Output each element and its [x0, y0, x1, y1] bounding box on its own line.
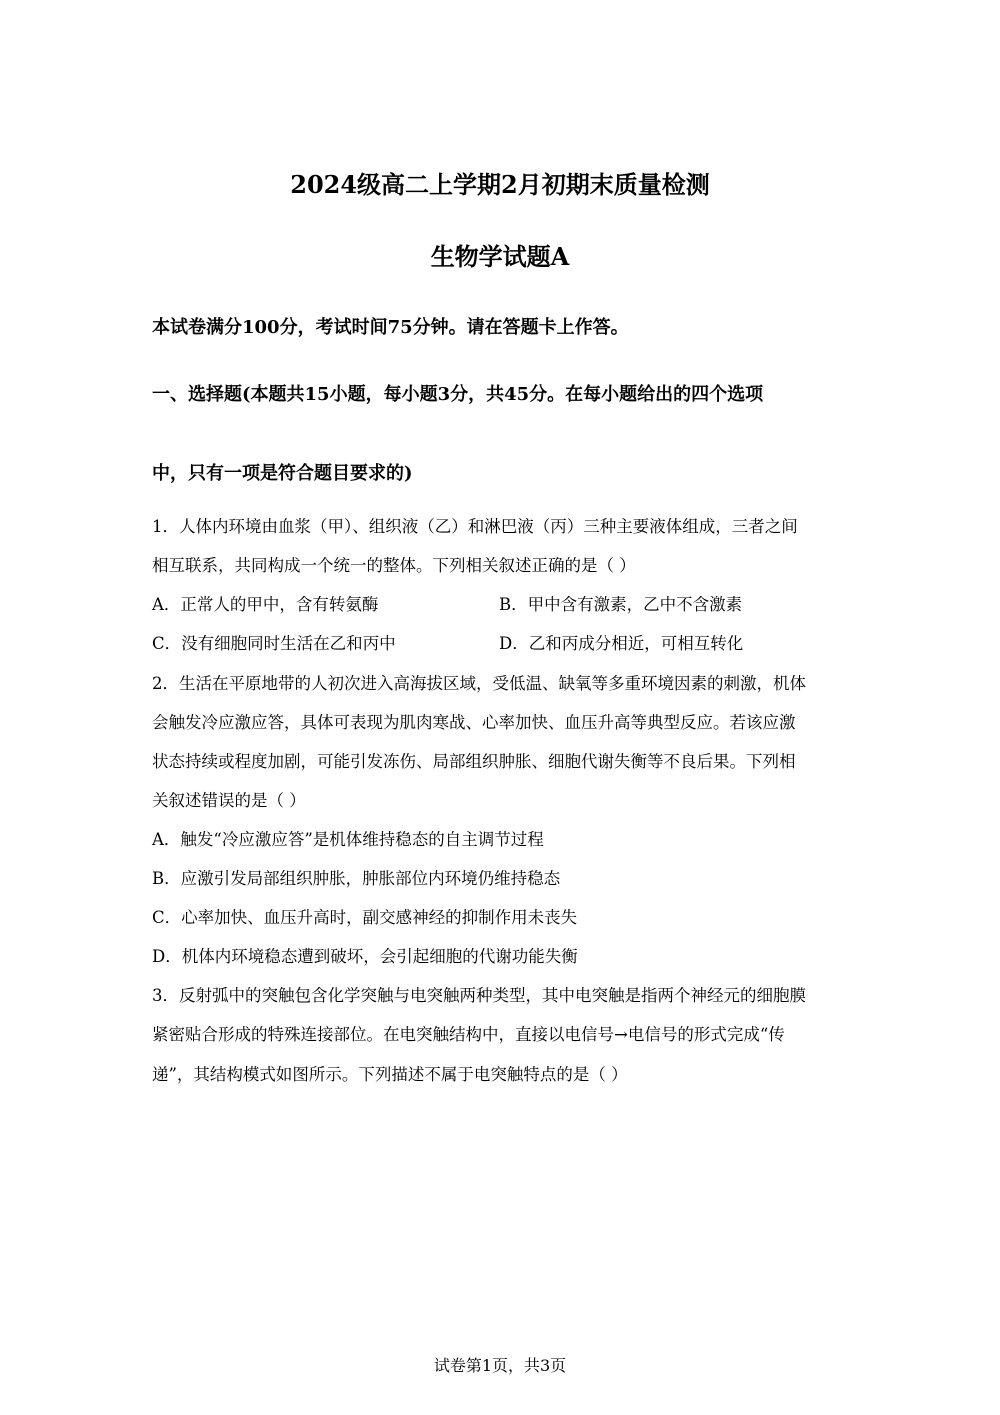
- question-2-stem-line-2: 会触发冷应激应答，具体可表现为肌肉寒战、心率加快、血压升高等典型反应。若该应激: [152, 713, 796, 732]
- question-1-option-d: D．乙和丙成分相近，可相互转化: [499, 634, 744, 653]
- question-3-stem-line-1: 3．反射弧中的突触包含化学突触与电突触两种类型，其中电突触是指两个神经元的细胞膜: [152, 986, 806, 1005]
- question-2-stem-line-4: 关叙述错误的是（ ）: [152, 791, 306, 810]
- question-1-stem-line-1: 1．人体内环境由血浆（甲）、组织液（乙）和淋巴液（丙）三种主要液体组成，三者之间: [152, 517, 798, 536]
- exam-subtitle: 生物学试题A: [430, 242, 570, 271]
- section-heading-line-1: 一、选择题(本题共15小题，每小题3分，共45分。在每小题给出的四个选项: [152, 384, 764, 405]
- page-footer: 试卷第1页，共3页: [433, 1356, 567, 1375]
- question-1-stem-line-2: 相互联系，共同构成一个统一的整体。下列相关叙述正确的是（ ）: [152, 556, 636, 575]
- question-2-option-b: B．应激引发局部组织肿胀，肿胀部位内环境仍维持稳态: [152, 869, 561, 888]
- section-heading-line-2: 中，只有一项是符合题目要求的): [152, 463, 413, 484]
- question-2-stem-line-3: 状态持续或程度加剧，可能引发冻伤、局部组织肿胀、细胞代谢失衡等不良后果。下列相: [152, 752, 796, 771]
- question-2-option-c: C．心率加快、血压升高时，副交感神经的抑制作用未丧失: [152, 908, 578, 927]
- question-1-option-c: C．没有细胞同时生活在乙和丙中: [152, 634, 396, 653]
- question-2-option-d: D．机体内环境稳态遭到破坏，会引起细胞的代谢功能失衡: [152, 947, 578, 966]
- exam-title: 2024级高二上学期2月初期末质量检测: [290, 170, 710, 199]
- question-3-stem-line-2: 紧密贴合形成的特殊连接部位。在电突触结构中，直接以电信号→电信号的形式完成“传: [152, 1025, 785, 1044]
- question-3-stem-line-3: 递”，其结构模式如图所示。下列描述不属于电突触特点的是（ ）: [152, 1065, 628, 1084]
- question-2-stem-line-1: 2．生活在平原地带的人初次进入高海拔区域，受低温、缺氧等多重环境因素的刺激，机体: [152, 674, 806, 693]
- question-1-option-b: B．甲中含有激素，乙中不含激素: [499, 595, 743, 614]
- exam-instructions: 本试卷满分100分，考试时间75分钟。请在答题卡上作答。: [152, 317, 629, 338]
- question-1-option-a: A．正常人的甲中，含有转氨酶: [152, 595, 379, 614]
- question-2-option-a: A．触发“冷应激应答”是机体维持稳态的自主调节过程: [152, 830, 544, 849]
